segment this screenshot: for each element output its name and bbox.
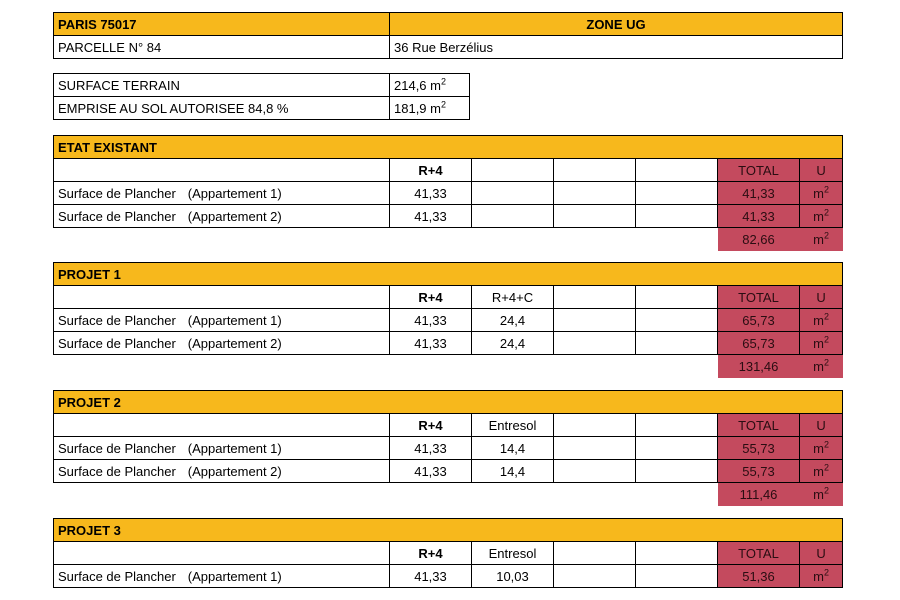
city-label: PARIS 75017 bbox=[54, 13, 390, 36]
column-header-3 bbox=[554, 414, 636, 437]
sum-spacer bbox=[390, 483, 472, 506]
row-unit: $m^2$ bbox=[800, 182, 843, 205]
unit-header: U bbox=[800, 286, 843, 309]
value-col-1: 41,33 bbox=[390, 182, 472, 205]
column-label-blank bbox=[54, 414, 390, 437]
column-header-4 bbox=[636, 542, 718, 565]
row-label: Surface de Plancher (Appartement 1) bbox=[54, 309, 390, 332]
table-row bbox=[54, 205, 843, 228]
table-row bbox=[54, 182, 843, 205]
row-unit: $m^2$ bbox=[800, 205, 843, 228]
value-col-3 bbox=[554, 205, 636, 228]
row-unit: $m^2$ bbox=[800, 309, 843, 332]
sum-spacer bbox=[390, 355, 472, 378]
value-col-2 bbox=[472, 182, 554, 205]
sum-spacer bbox=[472, 355, 554, 378]
sum-spacer bbox=[54, 483, 390, 506]
column-header-4 bbox=[636, 286, 718, 309]
section-title: PROJET 3 bbox=[54, 519, 843, 542]
column-label-blank bbox=[54, 159, 390, 182]
row-unit: $m^2$ bbox=[800, 460, 843, 483]
sum-spacer bbox=[472, 483, 554, 506]
value-col-2: 24,4 bbox=[472, 332, 554, 355]
column-header-2: Entresol bbox=[472, 542, 554, 565]
column-header-4 bbox=[636, 414, 718, 437]
total-header: TOTAL bbox=[718, 286, 800, 309]
column-header-1: R+4 bbox=[390, 414, 472, 437]
row-total: 51,36 bbox=[718, 565, 800, 588]
row-label: Surface de Plancher (Appartement 1) bbox=[54, 437, 390, 460]
parcel-label: PARCELLE N° 84 bbox=[54, 36, 390, 59]
surface-terrain-label: SURFACE TERRAIN bbox=[54, 74, 390, 97]
surface-terrain-value: 214,6 $m^2$ bbox=[390, 74, 470, 97]
row-total: 41,33 bbox=[718, 182, 800, 205]
value-col-4 bbox=[636, 332, 718, 355]
value-col-2 bbox=[472, 205, 554, 228]
column-header-2 bbox=[472, 159, 554, 182]
table-row bbox=[54, 565, 843, 588]
column-label-blank bbox=[54, 286, 390, 309]
value-col-3 bbox=[554, 309, 636, 332]
value-col-3 bbox=[554, 182, 636, 205]
sum-spacer bbox=[54, 228, 390, 251]
column-header-1: R+4 bbox=[390, 542, 472, 565]
address-label: 36 Rue Berzélius bbox=[390, 36, 843, 59]
terrain-table bbox=[53, 73, 470, 120]
section-table bbox=[53, 262, 843, 378]
value-col-1: 41,33 bbox=[390, 309, 472, 332]
section-title: ETAT EXISTANT bbox=[54, 136, 843, 159]
value-col-1: 41,33 bbox=[390, 460, 472, 483]
value-col-4 bbox=[636, 182, 718, 205]
row-unit: $m^2$ bbox=[800, 332, 843, 355]
row-total: 65,73 bbox=[718, 332, 800, 355]
total-header: TOTAL bbox=[718, 414, 800, 437]
row-label: Surface de Plancher (Appartement 1) bbox=[54, 182, 390, 205]
header-table bbox=[53, 12, 843, 59]
value-col-1: 41,33 bbox=[390, 205, 472, 228]
section-sum-unit: $m^2$ bbox=[800, 355, 843, 378]
row-unit: $m^2$ bbox=[800, 437, 843, 460]
column-header-1: R+4 bbox=[390, 286, 472, 309]
column-label-blank bbox=[54, 542, 390, 565]
section-sum: 82,66 bbox=[718, 228, 800, 251]
value-col-2: 10,03 bbox=[472, 565, 554, 588]
column-header-4 bbox=[636, 159, 718, 182]
value-col-2: 24,4 bbox=[472, 309, 554, 332]
sum-spacer bbox=[472, 228, 554, 251]
row-total: 55,73 bbox=[718, 460, 800, 483]
row-unit: $m^2$ bbox=[800, 565, 843, 588]
table-row bbox=[54, 332, 843, 355]
row-total: 55,73 bbox=[718, 437, 800, 460]
section-sum-unit: $m^2$ bbox=[800, 228, 843, 251]
section-sum: 111,46 bbox=[718, 483, 800, 506]
value-col-1: 41,33 bbox=[390, 332, 472, 355]
section-table bbox=[53, 135, 843, 251]
column-header-2: R+4+C bbox=[472, 286, 554, 309]
value-col-4 bbox=[636, 437, 718, 460]
section-table bbox=[53, 390, 843, 506]
sum-spacer bbox=[390, 228, 472, 251]
column-header-3 bbox=[554, 542, 636, 565]
unit-header: U bbox=[800, 159, 843, 182]
value-col-4 bbox=[636, 309, 718, 332]
sum-spacer bbox=[636, 355, 718, 378]
sum-spacer bbox=[636, 228, 718, 251]
sum-spacer bbox=[54, 355, 390, 378]
column-header-1: R+4 bbox=[390, 159, 472, 182]
table-row bbox=[54, 309, 843, 332]
row-total: 41,33 bbox=[718, 205, 800, 228]
row-label: Surface de Plancher (Appartement 1) bbox=[54, 565, 390, 588]
value-col-4 bbox=[636, 565, 718, 588]
row-label: Surface de Plancher (Appartement 2) bbox=[54, 332, 390, 355]
table-row bbox=[54, 437, 843, 460]
value-col-4 bbox=[636, 460, 718, 483]
emprise-label: EMPRISE AU SOL AUTORISEE 84,8 % bbox=[54, 97, 390, 120]
value-col-3 bbox=[554, 437, 636, 460]
value-col-4 bbox=[636, 205, 718, 228]
row-label: Surface de Plancher (Appartement 2) bbox=[54, 205, 390, 228]
column-header-3 bbox=[554, 286, 636, 309]
column-header-2: Entresol bbox=[472, 414, 554, 437]
column-header-3 bbox=[554, 159, 636, 182]
sum-spacer bbox=[636, 483, 718, 506]
sum-spacer bbox=[554, 483, 636, 506]
emprise-value: 181,9 $m^2$ bbox=[390, 97, 470, 120]
total-header: TOTAL bbox=[718, 159, 800, 182]
value-col-1: 41,33 bbox=[390, 437, 472, 460]
value-col-2: 14,4 bbox=[472, 460, 554, 483]
row-total: 65,73 bbox=[718, 309, 800, 332]
row-label: Surface de Plancher (Appartement 2) bbox=[54, 460, 390, 483]
value-col-2: 14,4 bbox=[472, 437, 554, 460]
sum-spacer bbox=[554, 355, 636, 378]
zone-label: ZONE UG bbox=[390, 13, 843, 36]
value-col-3 bbox=[554, 565, 636, 588]
section-title: PROJET 2 bbox=[54, 391, 843, 414]
value-col-3 bbox=[554, 332, 636, 355]
sum-spacer bbox=[554, 228, 636, 251]
value-col-1: 41,33 bbox=[390, 565, 472, 588]
total-header: TOTAL bbox=[718, 542, 800, 565]
unit-header: U bbox=[800, 542, 843, 565]
value-col-3 bbox=[554, 460, 636, 483]
unit-header: U bbox=[800, 414, 843, 437]
section-title: PROJET 1 bbox=[54, 263, 843, 286]
section-sum-unit: $m^2$ bbox=[800, 483, 843, 506]
section-sum: 131,46 bbox=[718, 355, 800, 378]
section-table bbox=[53, 518, 843, 588]
table-row bbox=[54, 460, 843, 483]
